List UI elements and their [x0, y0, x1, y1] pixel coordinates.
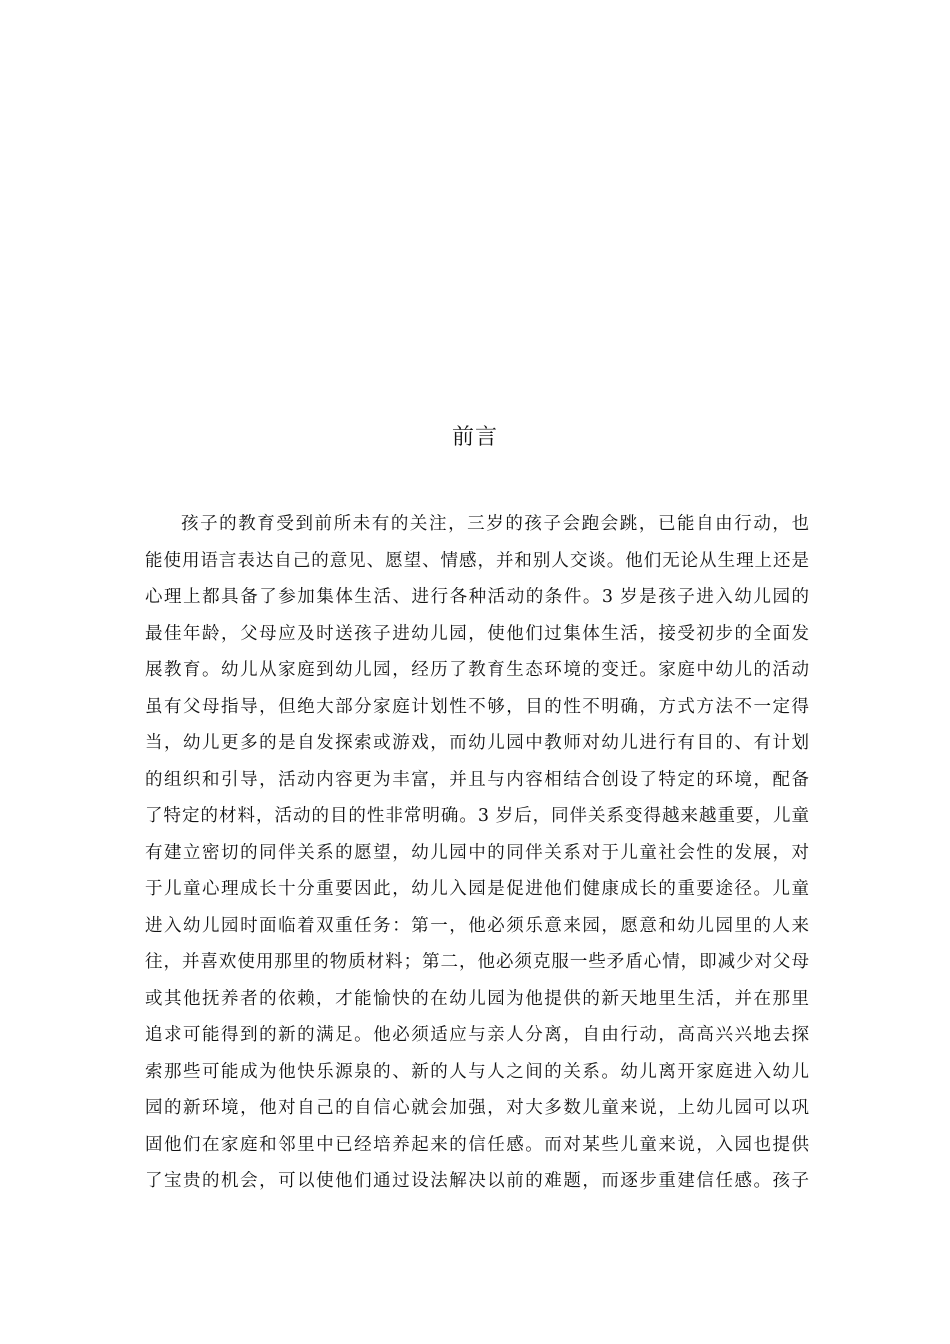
paragraph-line: 心理上都具备了参加集体生活、进行各种活动的条件。3 岁是孩子进入幼儿园的 — [145, 587, 809, 607]
paragraph-line: 最佳年龄，父母应及时送孩子进幼儿园，使他们过集体生活，接受初步的全面发 — [145, 623, 809, 644]
paragraph-line: 了特定的材料，活动的目的性非常明确。3 岁后，同伴关系变得越来越重要，儿童 — [145, 806, 809, 826]
paragraph-line: 追求可能得到的新的满足。他必须适应与亲人分离，自由行动，高高兴兴地去探 — [145, 1025, 809, 1045]
body-paragraph — [145, 506, 809, 1200]
paragraph-line: 能使用语言表达自己的意见、愿望、情感，并和别人交谈。他们无论从生理上还是 — [145, 550, 809, 571]
paragraph-line: 园的新环境，他对自己的自信心就会加强，对大多数儿童来说，上幼儿园可以巩 — [145, 1098, 809, 1118]
paragraph-line: 有建立密切的同伴关系的愿望，幼儿园中的同伴关系对于儿童社会性的发展，对 — [145, 842, 809, 863]
paragraph-line: 了宝贵的机会，可以使他们通过设法解决以前的难题，而逐步重建信任感。孩子 — [145, 1171, 809, 1191]
paragraph-line: 进入幼儿园时面临着双重任务：第一，他必须乐意来园，愿意和幼儿园里的人来 — [145, 915, 809, 936]
paragraph-line: 往，并喜欢使用那里的物质材料；第二，他必须克服一些矛盾心情，即减少对父母 — [145, 952, 809, 972]
paragraph-line: 索那些可能成为他快乐源泉的、新的人与人之间的关系。幼儿离开家庭进入幼儿 — [145, 1061, 809, 1082]
paragraph-line: 或其他抚养者的依赖，才能愉快的在幼儿园为他提供的新天地里生活，并在那里 — [145, 988, 809, 1009]
paragraph-line: 当，幼儿更多的是自发探索或游戏，而幼儿园中教师对幼儿进行有目的、有计划 — [145, 733, 809, 753]
page-title: 前言 — [451, 425, 498, 450]
paragraph-line: 虽有父母指导，但绝大部分家庭计划性不够，目的性不明确，方式方法不一定得 — [145, 696, 809, 717]
paragraph-line: 孩子的教育受到前所未有的关注，三岁的孩子会跑会跳，已能自由行动，也 — [181, 514, 809, 534]
paragraph-line: 于儿童心理成长十分重要因此，幼儿入园是促进他们健康成长的重要途径。儿童 — [145, 879, 809, 899]
paragraph-line: 展教育。幼儿从家庭到幼儿园，经历了教育生态环境的变迁。家庭中幼儿的活动 — [145, 660, 809, 680]
paragraph-line: 的组织和引导，活动内容更为丰富，并且与内容相结合创设了特定的环境，配备 — [145, 769, 809, 790]
paragraph-line: 固他们在家庭和邻里中已经培养起来的信任感。而对某些儿童来说，入园也提供 — [145, 1134, 809, 1155]
